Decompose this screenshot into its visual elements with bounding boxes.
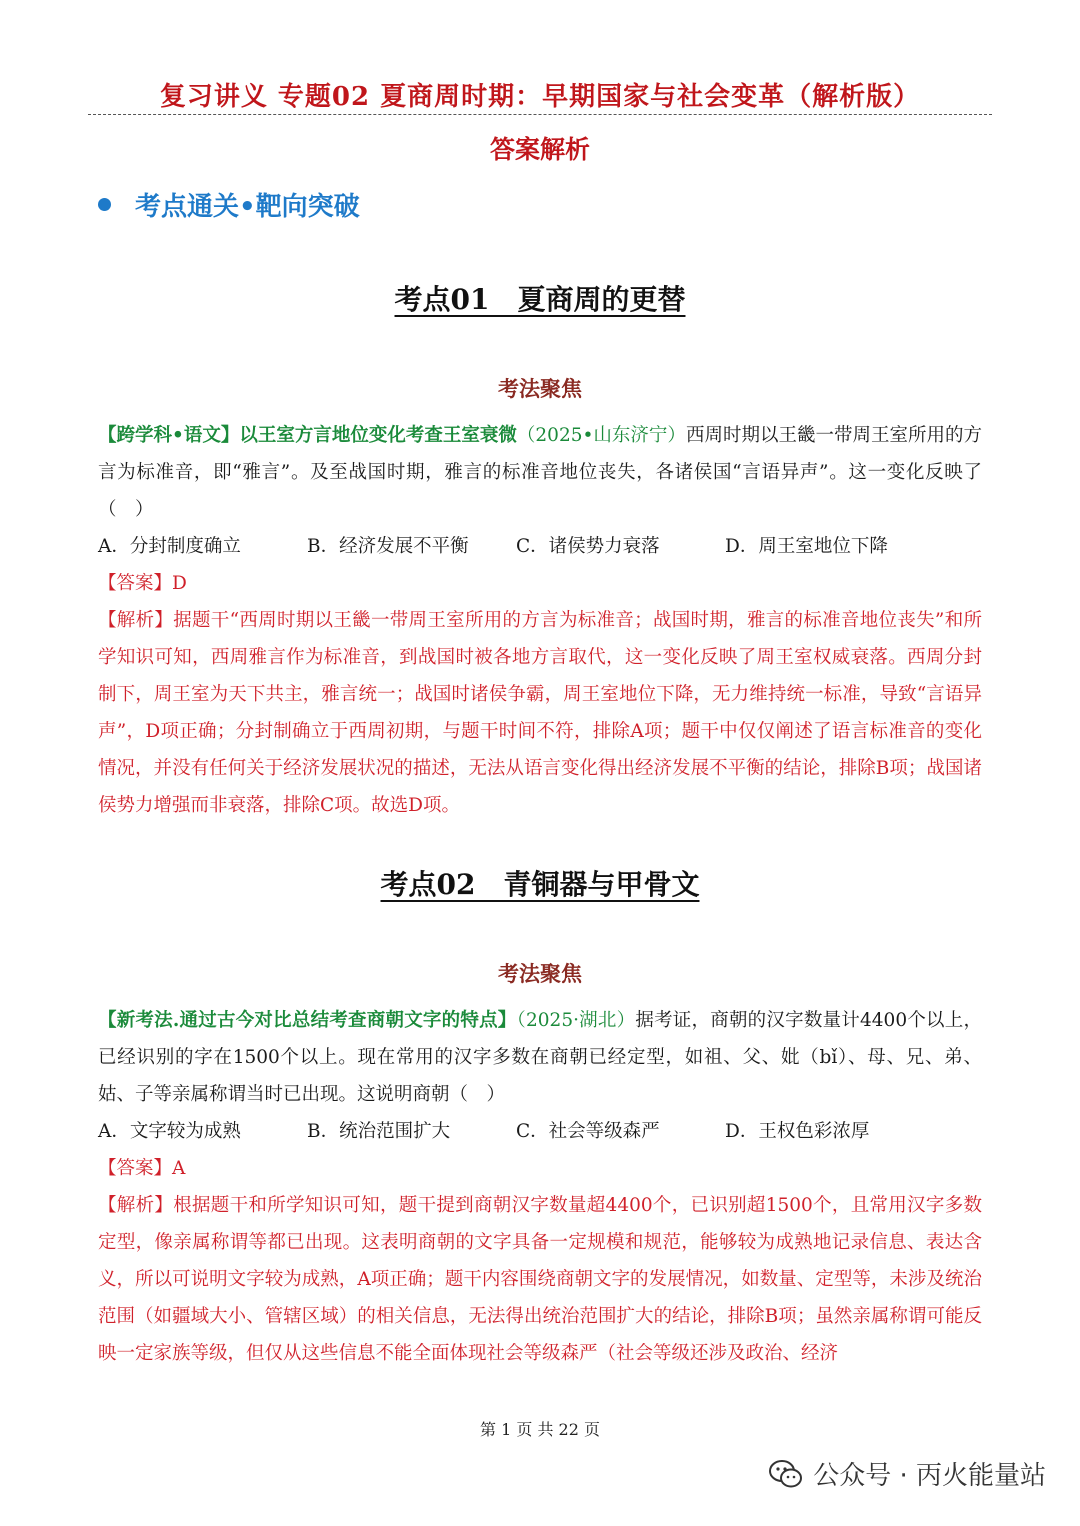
question-text: 据考证，商朝的汉字数量计4400个以上，已经识别的字在1500个以上。现在常用的汉字多数在商朝已经定型，如祖、父、妣（bǐ）、母、兄、弟、姑、子等亲属称谓当时已出现。这说明商朝（ ） (98, 1010, 982, 1105)
document-title: 复习讲义 专题02 夏商周时期：早期国家与社会变革（解析版） (159, 82, 921, 112)
analysis-label: 【解析】 (98, 610, 174, 631)
watermark-text: 公众号 · 丙火能量站 (813, 1461, 1046, 1491)
option-d: D．周王室地位下降 (725, 536, 888, 557)
options-row (98, 1113, 982, 1150)
page-number: 第 1 页 共 22 页 (480, 1420, 600, 1439)
analysis-paragraph (98, 602, 982, 824)
bullet-dot-icon (98, 198, 111, 211)
focus-heading: 考法聚焦 (498, 961, 582, 986)
analysis-text: 据题干“西周时期以王畿一带周王室所用的方言为标准音；战国时期，雅言的标准音地位丧失”和所学知识可知，西周雅言作为标准音，到战国时被各地方言取代，这一变化反映了周王室权威衰落。西周分封制下，周王室为天下共主，雅言统一；战国时诸侯争霸，周王室地位下降，无力维持统一标准，导致“言语异声”，D项正确；分封制确立于西周初期，与题干时间不符，排除A项；题干中仅仅阐述了语言标准音的变化情况，并没有任何关于经济发展状况的描述，无法从语言变化得出经济发展不平衡的结论，排除B项；战国诸侯势力增强而非衰落，排除C项。故选D项。 (98, 610, 982, 816)
answer-analysis-heading: 答案解析 (489, 135, 590, 164)
question-source: （2025·湖北） (516, 1010, 636, 1031)
option-c: C．诸侯势力衰落 (516, 536, 660, 557)
option-a: A．文字较为成熟 (98, 1121, 241, 1142)
section-heading (98, 186, 360, 223)
answer-value: D (172, 573, 187, 594)
question-text: 西周时期以王畿一带周王室所用的方言为标准音，即“雅言”。及至战国时期，雅言的标准音地位丧失，各诸侯国“言语异声”。这一变化反映了（ ） (98, 425, 982, 520)
answer-line (98, 1150, 982, 1187)
question-source: （2025•山东济宁） (516, 425, 686, 446)
topic-heading: 考点01 夏商周的更替 (394, 283, 686, 316)
option-c: C．社会等级森严 (516, 1121, 660, 1142)
topic-heading: 考点02 青铜器与甲骨文 (380, 868, 700, 901)
analysis-label: 【解析】 (98, 1195, 174, 1216)
options-row (98, 528, 982, 565)
analysis-paragraph (98, 1187, 982, 1372)
title-divider (88, 114, 992, 115)
answer-label: 【答案】 (98, 1158, 173, 1179)
answer-value: A (172, 1158, 186, 1179)
section-heading-text: 考点通关•靶向突破 (135, 192, 360, 222)
option-b: B．经济发展不平衡 (307, 536, 469, 557)
answer-line (98, 565, 982, 602)
analysis-text: 根据题干和所学知识可知，题干提到商朝汉字数量超4400个，已识别超1500个，且常用汉字多数定型，像亲属称谓等都已出现。这表明商朝的文字具备一定规模和规范，能够较为成熟地记录信息、表达含义，所以可说明文字较为成熟，A项正确；题干内容围绕商朝文字的发展情况，如数量、定型等，未涉及统治范围（如疆域大小、管辖区域）的相关信息，无法得出统治范围扩大的结论，排除B项；虽然亲属称谓可能反映一定家族等级，但仅从这些信息不能全面体现社会等级森严（社会等级还涉及政治、经济 (98, 1195, 982, 1364)
watermark (769, 1455, 1046, 1492)
focus-heading: 考法聚焦 (498, 376, 582, 401)
answer-label: 【答案】 (98, 573, 173, 594)
question-tag: 【新考法.通过古今对比总结考查商朝文字的特点】 (98, 1010, 517, 1031)
question-block (98, 417, 982, 824)
question-stem (98, 1002, 982, 1113)
question-stem (98, 417, 982, 528)
wechat-icon (769, 1459, 803, 1489)
option-a: A．分封制度确立 (98, 536, 241, 557)
option-d: D．王权色彩浓厚 (725, 1121, 870, 1142)
question-tag: 【跨学科•语文】以王室方言地位变化考查王室衰微 (98, 425, 517, 446)
question-block (98, 1002, 982, 1372)
option-b: B．统治范围扩大 (307, 1121, 451, 1142)
